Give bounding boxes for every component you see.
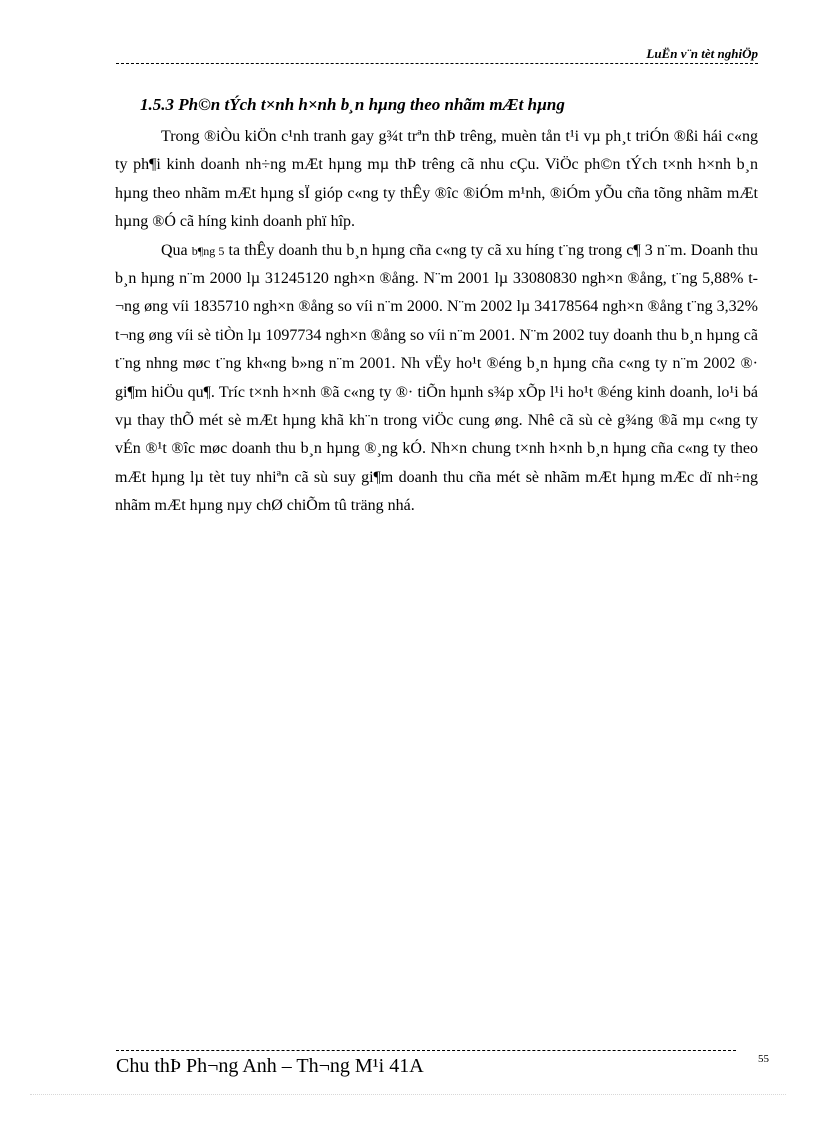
paragraph-2-lead: Qua bbox=[161, 241, 192, 259]
header-title: LuËn v¨n tèt nghiÖp bbox=[646, 46, 758, 61]
page-number: 55 bbox=[758, 1053, 769, 1065]
body-text bbox=[115, 123, 758, 521]
page-bottom-edge bbox=[30, 1094, 786, 1095]
paragraph-2-body: ta thÊy doanh thu b¸n hµng cña c«ng ty cã xu híng t¨ng trong c¶ 3 n¨m. Doanh thu b¸n hµng n¨m 2000 lµ 31245120 ngh×n ®ång. N¨m 2001 lµ 33080830 ngh×n ®ång, t¨ng 5,88% t¬ng øng víi 1835710 ngh×n ®ång so víi n¨m 2000. N¨m 2002 lµ 34178564 ngh×n ®ång t¨ng 3,32% t¬ng øng víi sè tiÒn lµ 1097734 ngh×n ®ång so víi n¨m 2001. N¨m 2002 tuy doanh thu b¸n hµng cã t¨ng nhng møc t¨ng kh«ng b»ng n¨m 2001. Nh vËy ho¹t ®éng b¸n hµng cña c«ng ty n¨m 2002 ®· gi¶m hiÖu qu¶. Tríc t×nh h×nh ®ã c«ng ty ®· tiÕn hµnh s¾p xÕp l¹i ho¹t ®éng kinh doanh, lo¹i bá vµ thay thÕ mét sè mÆt hµng khã kh¨n trong viÖc cung øng. Nhê cã sù cè g¾ng ®ã mµ c«ng ty vÉn ®¹t ®îc møc doanh thu b¸n hµng ®¸ng kÓ. Nh×n chung t×nh h×nh b¸n hµng cña c«ng ty theo mÆt hµng lµ tèt tuy nhiªn cã sù suy gi¶m doanh thu cña mét sè nhãm mÆt hµng mÆc dï nh÷ng nhãm mÆt hµng nµy chØ chiÕm tû träng nhá. bbox=[115, 241, 759, 515]
section-heading: 1.5.3 Ph©n tÝch t×nh h×nh b¸n hµng theo nhãm mÆt hµng bbox=[140, 95, 565, 114]
paragraph-1: Trong ®iÒu kiÖn c¹nh tranh gay g¾t trªn thÞ trêng, muèn tån t¹i vµ ph¸t triÓn ®ßi hái c«ng ty ph¶i kinh doanh nh÷ng mÆt hµng mµ thÞ trêng cã nhu cÇu. ViÖc ph©n tÝch t×nh h×nh b¸n hµng theo nhãm mÆt hµng sÏ gióp c«ng ty thÊy ®îc ®iÓm m¹nh, ®iÓm yÕu cña tõng nhãm mÆt hµng ®Ó cã híng kinh doanh phï hîp. bbox=[115, 128, 758, 231]
table-reference: b¶ng 5 bbox=[191, 243, 225, 258]
footer-author: Chu thÞ Ph¬ng Anh – Th¬ng M¹i 41A bbox=[116, 1055, 424, 1077]
footer-divider bbox=[116, 1050, 736, 1051]
paragraph-2 bbox=[115, 237, 758, 521]
header-divider bbox=[116, 63, 758, 64]
